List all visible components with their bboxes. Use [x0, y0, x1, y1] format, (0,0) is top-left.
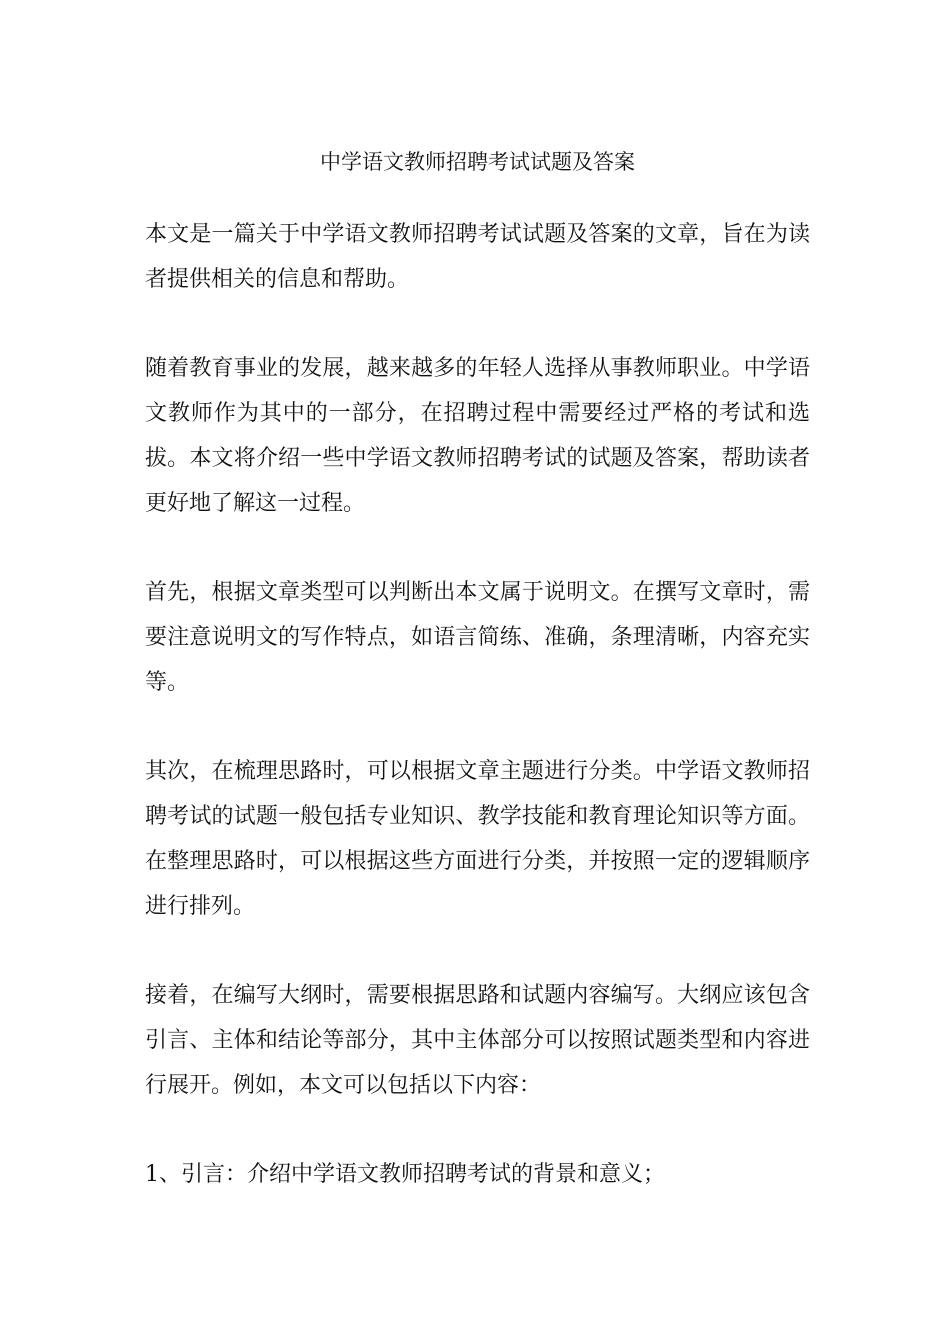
paragraph-list-item-1: 1、引言：介绍中学语文教师招聘考试的背景和意义；: [145, 1162, 665, 1187]
paragraph-intro: 本文是一篇关于中学语文教师招聘考试试题及答案的文章，旨在为读者提供相关的信息和帮助。: [145, 222, 810, 292]
paragraph-background: 随着教育事业的发展，越来越多的年轻人选择从事教师职业。中学语文教师作为其中的一部分，在招聘过程中需要经过严格的考试和选拔。本文将介绍一些中学语文教师招聘考试的试题及答案，帮助读者更好地了解这一过程。: [145, 356, 810, 516]
paragraph-outline: 接着，在编写大纲时，需要根据思路和试题内容编写。大纲应该包含引言、主体和结论等部分，其中主体部分可以按照试题类型和内容进行展开。例如，本文可以包括以下内容：: [145, 983, 810, 1098]
paragraph-second: 其次，在梳理思路时，可以根据文章主题进行分类。中学语文教师招聘考试的试题一般包括专业知识、教学技能和教育理论知识等方面。在整理思路时，可以根据这些方面进行分类，并按照一定的逻辑顺序进行排列。: [145, 759, 810, 919]
document-title: 中学语文教师招聘考试试题及答案: [320, 150, 635, 174]
paragraph-first: 首先，根据文章类型可以判断出本文属于说明文。在撰写文章时，需要注意说明文的写作特点，如语言简练、准确，条理清晰，内容充实等。: [145, 580, 810, 695]
